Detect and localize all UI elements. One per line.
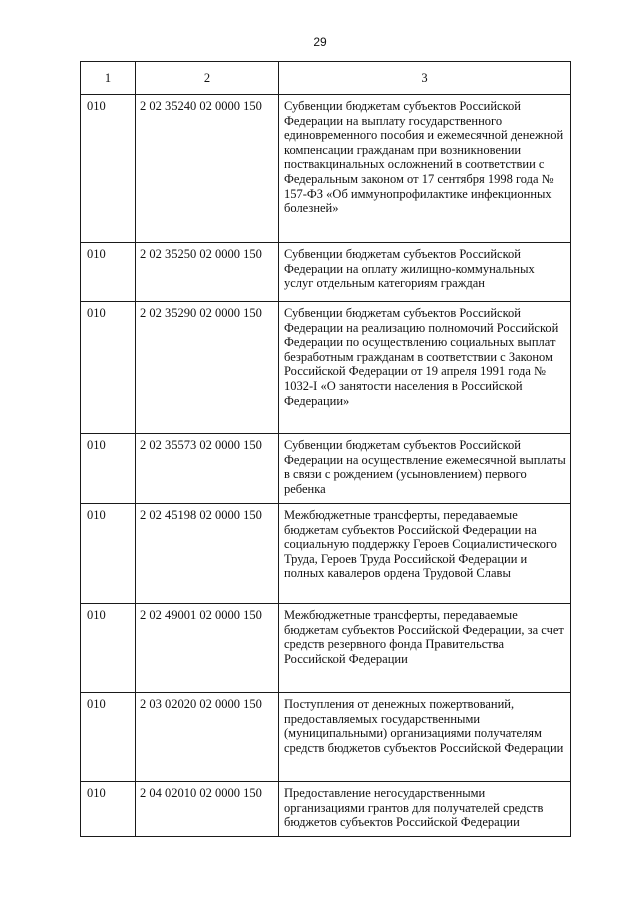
description-text: Субвенции бюджетам субъектов Российской Федерации на осуществление ежемесячной выплаты в связи с рождением (усыновлением) первого ребенка [284,438,566,496]
table-row [81,434,571,504]
admin-code-cell: 010 [81,782,136,837]
admin-code-cell: 010 [81,693,136,782]
table-row [81,782,571,837]
header-cell-1: 1 [81,62,136,95]
page-number: 29 [313,35,327,49]
budget-code-cell: 2 03 02020 02 0000 150 [136,693,279,782]
description-text: Субвенции бюджетам субъектов Российской Федерации на выплату государственного единовременного пособия и ежемесячной денежной компенсации гражданам при возникновении поствакцинальных осложнений в соответствии с Федеральным законом от 17 сентября 1998 года № 157-ФЗ «Об иммунопрофилактике инфекционных болезней» [284,99,564,216]
description-cell [279,243,571,302]
description-text: Предоставление негосударственными организациями грантов для получателей средств бюджетов субъектов Российской Федерации [284,786,544,830]
table-row [81,604,571,693]
description-text: Межбюджетные трансферты, передаваемые бюджетам субъектов Российской Федерации на социальную поддержку Героев Социалистического Труда, Героев Труда Российской Федерации и полных кавалеров ордена Трудовой Славы [284,508,557,581]
budget-code-cell: 2 02 35573 02 0000 150 [136,434,279,504]
admin-code-cell: 010 [81,504,136,604]
description-text: Субвенции бюджетам субъектов Российской Федерации на реализацию полномочий Российской Федерации по осуществлению социальных выплат безработным гражданам в соответствии с Законом Российской Федерации от 19 апреля 1991 года № 1032-I «О занятости населения в Российской Федерации» [284,306,559,408]
description-cell [279,604,571,693]
admin-code-cell: 010 [81,604,136,693]
header-cell-3: 3 [279,62,571,95]
description-cell [279,95,571,243]
description-cell [279,302,571,434]
description-cell [279,782,571,837]
budget-code-cell: 2 02 49001 02 0000 150 [136,604,279,693]
description-cell [279,693,571,782]
admin-code-cell: 010 [81,434,136,504]
description-text: Межбюджетные трансферты, передаваемые бюджетам субъектов Российской Федерации, за счет средств резервного фонда Правительства Российской Федерации [284,608,564,666]
description-text: Субвенции бюджетам субъектов Российской Федерации на оплату жилищно-коммунальных услуг отдельным категориям граждан [284,247,535,291]
admin-code-cell: 010 [81,243,136,302]
table-header-row [81,62,571,95]
table-row [81,243,571,302]
budget-revenue-table [80,61,571,837]
description-cell [279,504,571,604]
description-cell [279,434,571,504]
table-row [81,95,571,243]
budget-code-cell: 2 02 45198 02 0000 150 [136,504,279,604]
budget-code-cell: 2 02 35250 02 0000 150 [136,243,279,302]
budget-code-cell: 2 02 35290 02 0000 150 [136,302,279,434]
admin-code-cell: 010 [81,302,136,434]
budget-code-cell: 2 04 02010 02 0000 150 [136,782,279,837]
table-row [81,504,571,604]
table-row [81,302,571,434]
budget-code-cell: 2 02 35240 02 0000 150 [136,95,279,243]
description-text: Поступления от денежных пожертвований, предоставляемых государственными (муниципальными) организациями получателям средств бюджетов субъектов Российской Федерации [284,697,564,755]
table-row [81,693,571,782]
admin-code-cell: 010 [81,95,136,243]
header-cell-2: 2 [136,62,279,95]
